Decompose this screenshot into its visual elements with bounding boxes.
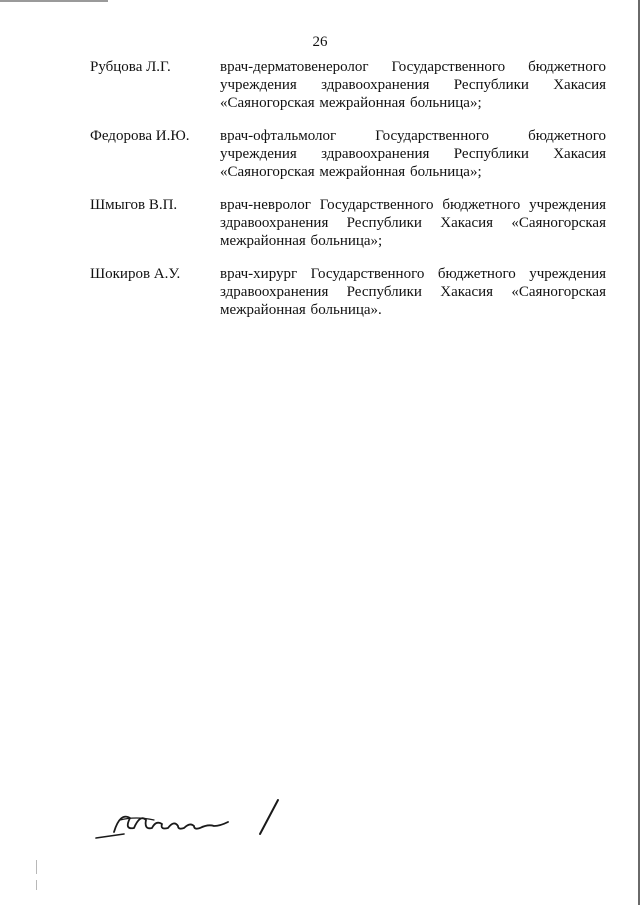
member-name: Федорова И.Ю. [90, 128, 190, 144]
signature [90, 790, 290, 850]
scan-mark [36, 860, 37, 874]
member-entry [90, 58, 606, 112]
member-position: врач-офтальмолог Государственного бюджетного учреждения здравоохранения Республики Хакасия «Саяногорская межрайонная больница»; [220, 128, 606, 180]
member-entry [90, 196, 606, 250]
member-name: Шмыгов В.П. [90, 197, 178, 213]
scan-mark [36, 880, 37, 890]
member-name: Рубцова Л.Г. [90, 59, 171, 75]
member-entry [90, 127, 606, 181]
member-position: врач-дерматовенеролог Государственного бюджетного учреждения здравоохранения Республики Хакасия «Саяногорская межрайонная больница»; [220, 59, 606, 111]
member-position: врач-хирург Государственного бюджетного учреждения здравоохранения Республики Хакасия «Саяногорская межрайонная больница». [220, 266, 606, 318]
scan-edge-top [0, 0, 108, 2]
member-position: врач-невролог Государственного бюджетного учреждения здравоохранения Республики Хакасия «Саяногорская межрайонная больница»; [220, 197, 606, 249]
page-number: 26 [312, 34, 328, 50]
member-name: Шокиров А.У. [90, 266, 181, 282]
member-entry [90, 265, 606, 319]
member-list [90, 58, 606, 334]
